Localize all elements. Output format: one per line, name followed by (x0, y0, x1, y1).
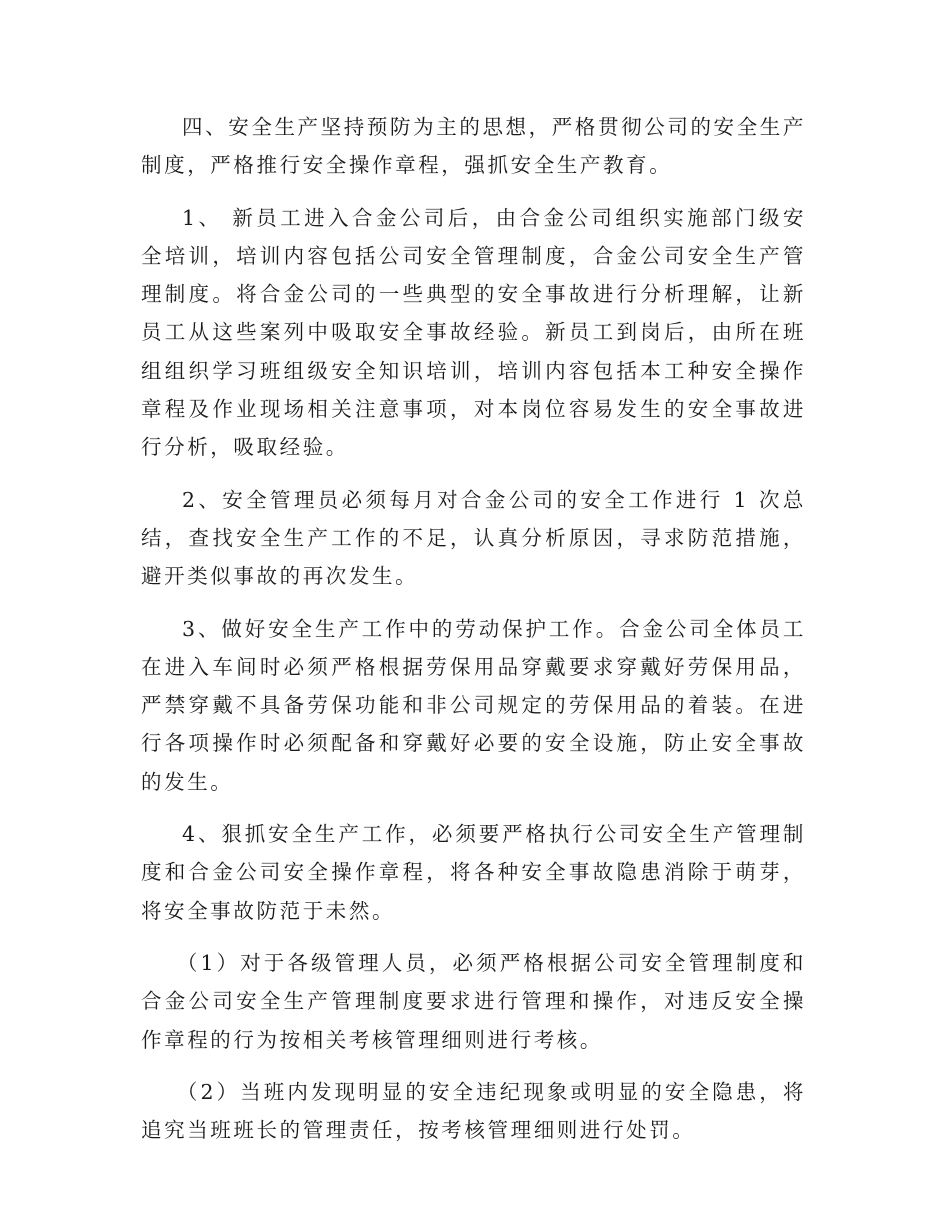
item-4-paragraph: 4、狠抓安全生产工作，必须要严格执行公司安全生产管理制度和合金公司安全操作章程，将各种安全事故隐患消除于萌芽，将安全事故防范于未然。 (141, 822, 806, 923)
subitem-2-paragraph: （2）当班内发现明显的安全违纪现象或明显的安全隐患，将追究当班班长的管理责任，按考核管理细则进行处罚。 (141, 1079, 806, 1143)
subitem-1-paragraph: （1）对于各级管理人员，必须严格根据公司安全管理制度和合金公司安全生产管理制度要求进行管理和操作，对违反安全操作章程的行为按相关考核管理细则进行考核。 (141, 950, 806, 1052)
item-3-paragraph: 3、做好安全生产工作中的劳动保护工作。合金公司全体员工在进入车间时必须严格根据劳保用品穿戴要求穿戴好劳保用品，严禁穿戴不具备劳保功能和非公司规定的劳保用品的着装。在进行各项操作时必须配备和穿戴好必要的安全设施，防止安全事故的发生。 (141, 616, 806, 794)
document-body (141, 108, 806, 1149)
section-four-paragraph: 四、安全生产坚持预防为主的思想，严格贯彻公司的安全生产制度，严格推行安全操作章程，强抓安全生产教育。 (141, 115, 806, 178)
item-2-paragraph: 2、安全管理员必须每月对合金公司的安全工作进行 1 次总结，查找安全生产工作的不足，认真分析原因，寻求防范措施，避开类似事故的再次发生。 (141, 487, 806, 589)
item-1-paragraph: 1、 新员工进入合金公司后，由合金公司组织实施部门级安全培训，培训内容包括公司安全管理制度，合金公司安全生产管理制度。将合金公司的一些典型的安全事故进行分析理解，让新员工从这些案列中吸取安全事故经验。新员工到岗后，由所在班组组织学习班组级安全知识培训，培训内容包括本工种安全操作章程及作业现场相关注意事项，对本岗位容易发生的安全事故进行分析，吸取经验。 (141, 205, 806, 460)
